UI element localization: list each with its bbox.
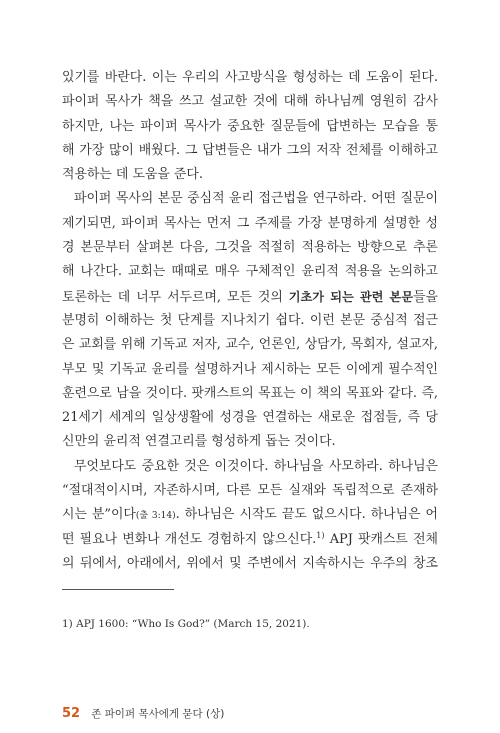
running-title: 존 파이퍼 목사에게 묻다 (상): [91, 708, 225, 720]
text-line: 경 본문부터 살펴본 다음, 그것을 적절히 적용하는 방향으로 추론: [62, 240, 438, 256]
text-line: 21세기 세계의 일상생활에 성경을 연결하는 새로운 접점들, 즉 당: [62, 410, 438, 426]
emphasis-text: 기초가 되는 관련 본문: [288, 289, 414, 304]
text-segment: 토론하는 데 너무 서두르며, 모든 것의: [62, 289, 289, 305]
footnote: 1) APJ 1600: “Who Is God?” (March 15, 2021).: [62, 618, 310, 630]
text-line: 분명히 이해하는 첫 단계를 지나치기 쉽다. 이런 본문 중심적 접근: [62, 312, 438, 328]
page-footer: [62, 702, 224, 721]
text-line: [62, 503, 438, 527]
text-line: [62, 285, 438, 309]
text-line: [62, 528, 438, 552]
text-segment: 들을: [413, 289, 438, 305]
body-text: [62, 66, 438, 576]
text-line: 파이퍼 목사가 책을 쓰고 설교한 것에 대해 하나님께 영원히 감사: [62, 94, 438, 110]
text-segment: APJ 팟캐스트 전체: [324, 531, 438, 547]
page-number: 52: [62, 706, 81, 721]
text-line: 훈련으로 남을 것이다. 팟캐스트의 목표는 이 책의 목표와 같다. 즉,: [62, 385, 438, 401]
text-line: 무엇보다도 중요한 것은 이것이다. 하나님을 사모하라. 하나님은: [74, 458, 438, 474]
text-segment: . 하나님은 시작도 끝도 없으시다. 하나님은 어: [175, 507, 438, 523]
text-line: 의 뒤에서, 아래에서, 위에서 및 주변에서 지속하시는 우주의 창조: [62, 555, 438, 571]
text-line: 해 나간다. 교회는 때때로 매우 구체적인 윤리적 적용을 논의하고: [62, 264, 438, 280]
text-line: 신만의 윤리적 연결고리를 형성하게 돕는 것이다.: [62, 434, 336, 450]
text-line: 하지만, 나는 파이퍼 목사가 중요한 질문들에 답변하는 모습을 통: [62, 118, 438, 134]
text-line: 적용하는 데 도움을 준다.: [62, 167, 203, 183]
text-line: 부모 및 기독교 윤리를 설명하거나 제시하는 모든 이에게 필수적인: [62, 361, 438, 377]
text-line: 있기를 바란다. 이는 우리의 사고방식을 형성하는 데 도움이 된다.: [62, 70, 438, 85]
text-line: 파이퍼 목사의 본문 중심적 윤리 접근법을 연구하라. 어떤 질문이: [74, 191, 438, 207]
text-segment: 시는 분”이다: [62, 507, 136, 523]
text-line: 제기되면, 파이퍼 목사는 먼저 그 주제를 가장 분명하게 설명한 성: [62, 215, 438, 231]
text-line: 해 가장 많이 배웠다. 그 답변들은 내가 그의 저작 전체를 이해하고: [62, 142, 438, 158]
footnote-marker: 1): [316, 530, 325, 540]
text-line: 은 교회를 위해 기독교 저자, 교수, 언론인, 상담가, 목회자, 설교자,: [62, 337, 438, 353]
footnote-divider: [62, 589, 174, 590]
scripture-citation: (출 3:14): [135, 511, 176, 522]
text-line: “절대적이시며, 자존하시며, 다른 모든 실재와 독립적으로 존재하: [62, 483, 438, 499]
text-segment: 떤 필요나 변화나 개선도 경험하지 않으신다.: [62, 531, 317, 547]
